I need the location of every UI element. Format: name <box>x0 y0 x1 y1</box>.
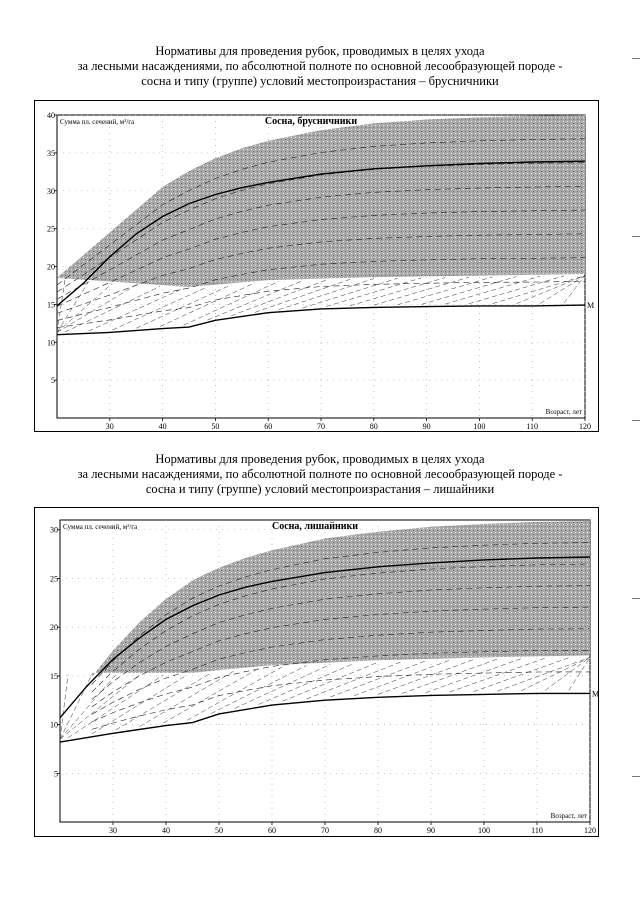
x-tick-label: 80 <box>374 826 382 835</box>
y-tick-label: 15 <box>50 671 58 681</box>
y-tick-label: 15 <box>47 300 55 310</box>
x-tick-label: 110 <box>531 826 543 835</box>
heading-brusnichniki <box>0 44 640 89</box>
x-tick-label: 100 <box>478 826 490 835</box>
y-axis-label: Сумма пл. сечений, м²/га <box>63 523 138 531</box>
y-tick-label: 10 <box>47 338 55 348</box>
x-tick-label: 30 <box>105 422 114 431</box>
scan-edge-mark <box>632 598 640 599</box>
y-tick-label: 10 <box>50 720 58 730</box>
heading-line: сосна и типу (группе) условий местопроизрастания – брусничники <box>141 74 499 88</box>
y-tick-label: 25 <box>47 224 55 234</box>
x-tick-label: 120 <box>579 422 591 431</box>
heading-line: сосна и типу (группе) условий местопроизрастания – лишайники <box>145 482 495 496</box>
heading-line: Нормативы для проведения рубок, проводимых в целях ухода <box>155 44 485 58</box>
heading-lishainiki <box>0 452 640 497</box>
x-tick-label: 30 <box>109 826 117 835</box>
chart-brusnichniki <box>35 101 598 431</box>
x-axis-label: Возраст, лет <box>545 408 582 416</box>
chart-frame-lishainiki <box>34 507 599 837</box>
y-tick-label: 5 <box>54 769 58 779</box>
scan-edge-mark <box>632 420 640 421</box>
x-tick-label: 70 <box>321 826 329 835</box>
x-tick-label: 60 <box>268 826 276 835</box>
series-label-m: M <box>592 689 600 699</box>
y-tick-label: 35 <box>47 148 55 158</box>
y-tick-label: 25 <box>50 574 58 584</box>
heading-line: за лесными насаждениями, по абсолютной полноте по основной лесообразующей породе - <box>77 467 563 481</box>
x-tick-label: 120 <box>584 826 596 835</box>
y-tick-label: 20 <box>47 262 55 272</box>
heading-line: Нормативы для проведения рубок, проводимых в целях ухода <box>155 452 485 466</box>
y-tick-label: 5 <box>51 376 55 386</box>
scan-edge-mark <box>632 58 640 59</box>
y-tick-label: 20 <box>50 623 58 633</box>
x-tick-label: 40 <box>162 826 170 835</box>
chart-frame-brusnichniki <box>34 100 599 432</box>
y-tick-label: 40 <box>47 111 55 120</box>
x-tick-label: 90 <box>427 826 435 835</box>
x-tick-label: 80 <box>369 422 378 431</box>
y-tick-label: 30 <box>50 525 58 535</box>
chart-title: Сосна, брусничники <box>264 116 358 127</box>
x-tick-label: 100 <box>473 422 486 431</box>
scan-edge-mark <box>632 776 640 777</box>
x-tick-label: 40 <box>158 422 167 431</box>
x-tick-label: 90 <box>422 422 431 431</box>
scan-edge-mark <box>632 236 640 237</box>
heading-line: за лесными насаждениями, по абсолютной полноте по основной лесообразующей породе - <box>77 59 563 73</box>
chart-title: Сосна, лишайники <box>271 521 359 532</box>
y-axis-label: Сумма пл. сечений, м²/га <box>60 118 135 126</box>
y-tick-label: 30 <box>47 186 55 196</box>
x-tick-label: 50 <box>211 422 220 431</box>
chart-lishainiki <box>35 508 598 836</box>
series-label-m: M <box>587 301 595 311</box>
x-tick-label: 60 <box>264 422 273 431</box>
x-axis-label: Возраст, лет <box>550 812 587 820</box>
x-tick-label: 70 <box>317 422 325 431</box>
x-tick-label: 110 <box>526 422 539 431</box>
x-tick-label: 50 <box>215 826 223 835</box>
